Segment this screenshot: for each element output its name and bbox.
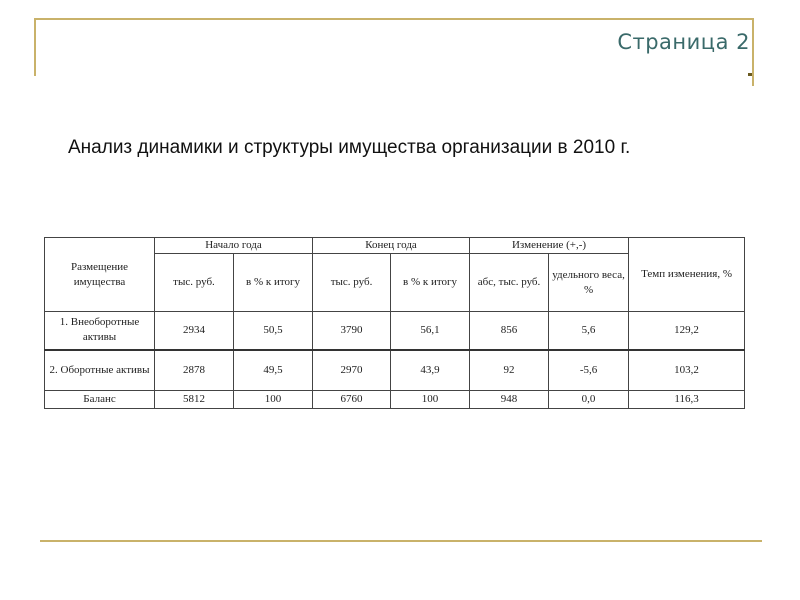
subheader-end-pct: в % к итогу <box>391 254 470 312</box>
cell-rate: 129,2 <box>629 312 745 350</box>
table-row <box>45 350 745 391</box>
header-row-groups <box>45 238 745 254</box>
cell-end-pct: 100 <box>391 391 470 409</box>
cell-start-thous: 2934 <box>155 312 234 350</box>
frame-bottom-line <box>40 540 762 542</box>
cell-rate: 116,3 <box>629 391 745 409</box>
cell-start-pct: 100 <box>234 391 313 409</box>
cell-end-thous: 6760 <box>313 391 391 409</box>
subheader-start-thous: тыс. руб. <box>155 254 234 312</box>
header-placement: Размещение имущества <box>45 238 155 312</box>
cell-abs: 92 <box>470 350 549 391</box>
header-change: Изменение (+,-) <box>470 238 629 254</box>
frame-top-line <box>34 18 754 20</box>
header-end-of-year: Конец года <box>313 238 470 254</box>
subheader-abs: абс, тыс. руб. <box>470 254 549 312</box>
row-name: Баланс <box>45 391 155 409</box>
cell-start-pct: 50,5 <box>234 312 313 350</box>
subheader-share: удельного веса, % <box>549 254 629 312</box>
row-name: 2. Оборотные активы <box>45 350 155 391</box>
table-row <box>45 391 745 409</box>
page-label: Страница 2 <box>617 30 750 54</box>
header-rate: Темп изменения, % <box>629 238 745 312</box>
cell-rate: 103,2 <box>629 350 745 391</box>
cell-abs: 948 <box>470 391 549 409</box>
cell-start-thous: 5812 <box>155 391 234 409</box>
header-start-of-year: Начало года <box>155 238 313 254</box>
table-row <box>45 312 745 350</box>
frame-right-line <box>752 18 754 86</box>
analysis-table <box>44 237 745 409</box>
cell-end-thous: 2970 <box>313 350 391 391</box>
cell-abs: 856 <box>470 312 549 350</box>
subheader-end-thous: тыс. руб. <box>313 254 391 312</box>
cell-end-pct: 43,9 <box>391 350 470 391</box>
cell-end-thous: 3790 <box>313 312 391 350</box>
cell-start-thous: 2878 <box>155 350 234 391</box>
frame-left-line <box>34 18 36 76</box>
cell-share: -5,6 <box>549 350 629 391</box>
frame-accent-mark <box>748 73 752 76</box>
cell-share: 5,6 <box>549 312 629 350</box>
cell-start-pct: 49,5 <box>234 350 313 391</box>
cell-share: 0,0 <box>549 391 629 409</box>
subheader-start-pct: в % к итогу <box>234 254 313 312</box>
row-name: 1. Внеоборотные активы <box>45 312 155 350</box>
cell-end-pct: 56,1 <box>391 312 470 350</box>
slide-title: Анализ динамики и структуры имущества организации в 2010 г. <box>68 137 631 158</box>
